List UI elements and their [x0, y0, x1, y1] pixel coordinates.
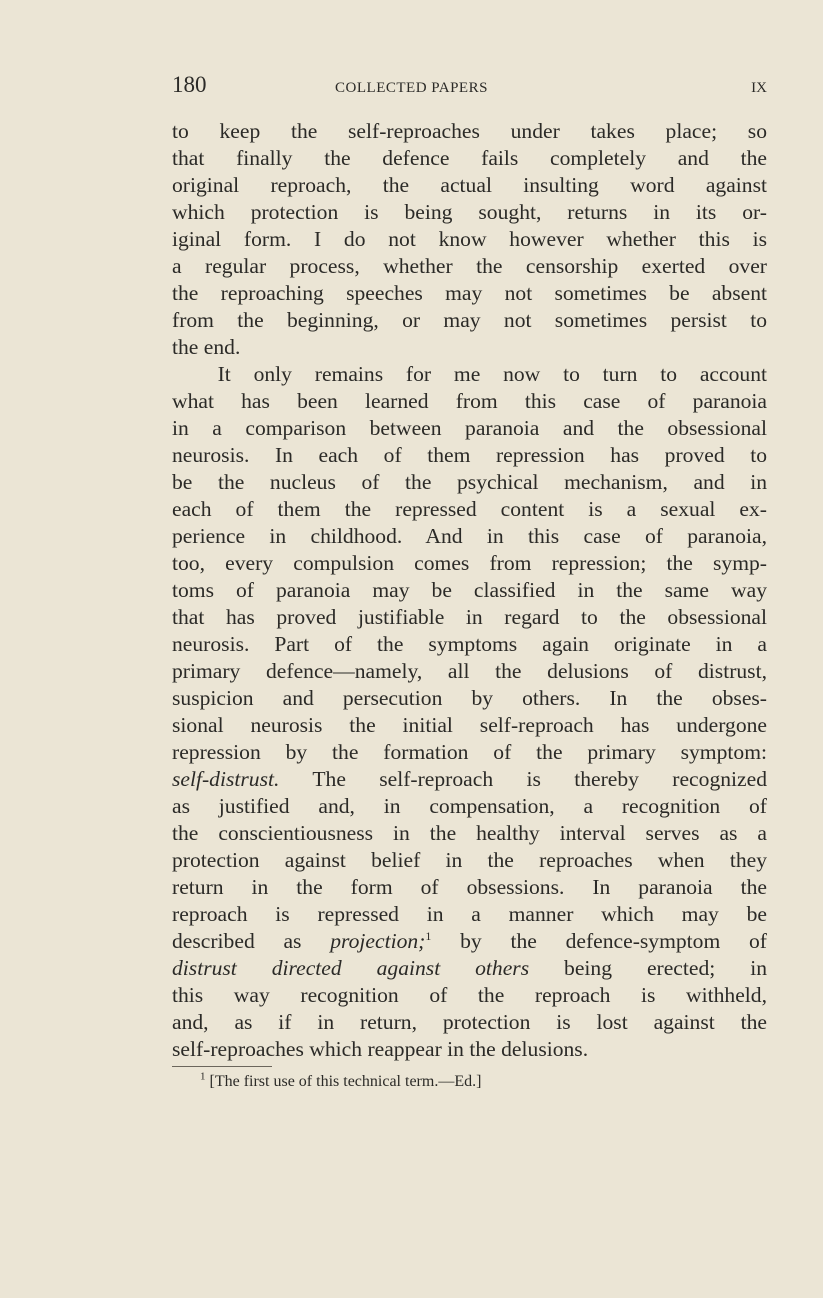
text-line: [172, 172, 767, 199]
text-segment: the reproaching speeches may not sometimes be absent: [172, 281, 767, 305]
text-segment: reproach is repressed in a manner which may be: [172, 902, 767, 926]
italic-text: self-distrust.: [172, 767, 280, 791]
text-line: [172, 361, 767, 388]
text-segment: that finally the defence fails completely and the: [172, 146, 767, 170]
text-segment: this way recognition of the reproach is withheld,: [172, 983, 767, 1007]
text-segment: It only remains for me now to turn to account: [172, 362, 767, 386]
footnote-marker: 1: [200, 1070, 206, 1083]
text-line: [172, 469, 767, 496]
text-segment: primary defence—namely, all the delusions of distrust,: [172, 659, 767, 683]
text-line: [172, 415, 767, 442]
text-segment: that has proved justifiable in regard to the obsessional: [172, 605, 767, 629]
text-line: [172, 523, 767, 550]
text-line: [172, 145, 767, 172]
text-line: [172, 658, 767, 685]
running-title: COLLECTED PAPERS: [335, 80, 488, 96]
footnote-rule: [172, 1066, 272, 1067]
text-line: [172, 955, 767, 982]
text-segment: neurosis. Part of the symptoms again originate in a: [172, 632, 767, 656]
footnote-text: [The first use of this technical term.—Ed.]: [205, 1073, 482, 1090]
text-line: [172, 874, 767, 901]
text-line: [172, 226, 767, 253]
text-segment: being erected; in: [529, 956, 767, 980]
text-line: [172, 982, 767, 1009]
chapter-number: IX: [751, 80, 767, 96]
text-segment: as justified and, in compensation, a recognition of: [172, 794, 767, 818]
text-segment: sional neurosis the initial self-reproach has undergone: [172, 713, 767, 737]
italic-text: distrust directed against others: [172, 956, 530, 980]
text-line: [172, 631, 767, 658]
text-line: [172, 1036, 767, 1063]
footnote: [200, 1072, 481, 1092]
text-segment: a regular process, whether the censorship exerted over: [172, 254, 767, 278]
text-line: [172, 118, 767, 145]
text-line: [172, 307, 767, 334]
text-segment: be the nucleus of the psychical mechanism, and in: [172, 470, 767, 494]
text-line: [172, 334, 767, 361]
text-segment: described as: [172, 929, 331, 953]
text-line: [172, 442, 767, 469]
text-segment: original reproach, the actual insulting word against: [172, 173, 767, 197]
text-line: [172, 847, 767, 874]
text-line: [172, 199, 767, 226]
text-line: [172, 280, 767, 307]
text-segment: neurosis. In each of them repression has proved to: [172, 443, 767, 467]
text-segment: repression by the formation of the primary symptom:: [172, 740, 767, 764]
text-segment: too, every compulsion comes from repression; the symp-: [172, 551, 767, 575]
text-line: [172, 739, 767, 766]
body-text: [172, 118, 767, 1063]
text-line: [172, 793, 767, 820]
text-segment: which protection is being sought, returns in its or-: [172, 200, 767, 224]
text-line: [172, 1009, 767, 1036]
italic-text: projection;: [330, 929, 426, 953]
text-segment: protection against belief in the reproaches when they: [172, 848, 767, 872]
text-line: [172, 496, 767, 523]
text-line: [172, 820, 767, 847]
text-line: [172, 928, 767, 955]
text-segment: to keep the self-reproaches under takes place; so: [172, 119, 767, 143]
text-line: [172, 901, 767, 928]
text-line: [172, 604, 767, 631]
text-segment: each of them the repressed content is a sexual ex-: [172, 497, 767, 521]
text-line: [172, 550, 767, 577]
text-segment: by the defence-symptom of: [431, 929, 767, 953]
text-segment: the conscientiousness in the healthy interval serves as a: [172, 821, 767, 845]
page-number: 180: [172, 72, 207, 97]
text-segment: what has been learned from this case of paranoia: [172, 389, 767, 413]
text-line: [172, 766, 767, 793]
footnote-reference: 1: [425, 928, 432, 943]
text-segment: return in the form of obsessions. In paranoia the: [172, 875, 767, 899]
text-line: [172, 712, 767, 739]
text-segment: from the beginning, or may not sometimes persist to: [172, 308, 767, 332]
text-line: [172, 577, 767, 604]
text-segment: the end.: [172, 335, 241, 359]
text-segment: perience in childhood. And in this case of paranoia,: [172, 524, 767, 548]
text-segment: and, as if in return, protection is lost against the: [172, 1010, 767, 1034]
text-line: [172, 253, 767, 280]
text-segment: self-reproaches which reappear in the delusions.: [172, 1037, 589, 1061]
text-line: [172, 388, 767, 415]
text-segment: The self-reproach is thereby recognized: [279, 767, 767, 791]
text-segment: iginal form. I do not know however whether this is: [172, 227, 767, 251]
text-segment: in a comparison between paranoia and the obsessional: [172, 416, 767, 440]
text-line: [172, 685, 767, 712]
text-segment: suspicion and persecution by others. In the obses-: [172, 686, 767, 710]
text-segment: toms of paranoia may be classified in the same way: [172, 578, 767, 602]
